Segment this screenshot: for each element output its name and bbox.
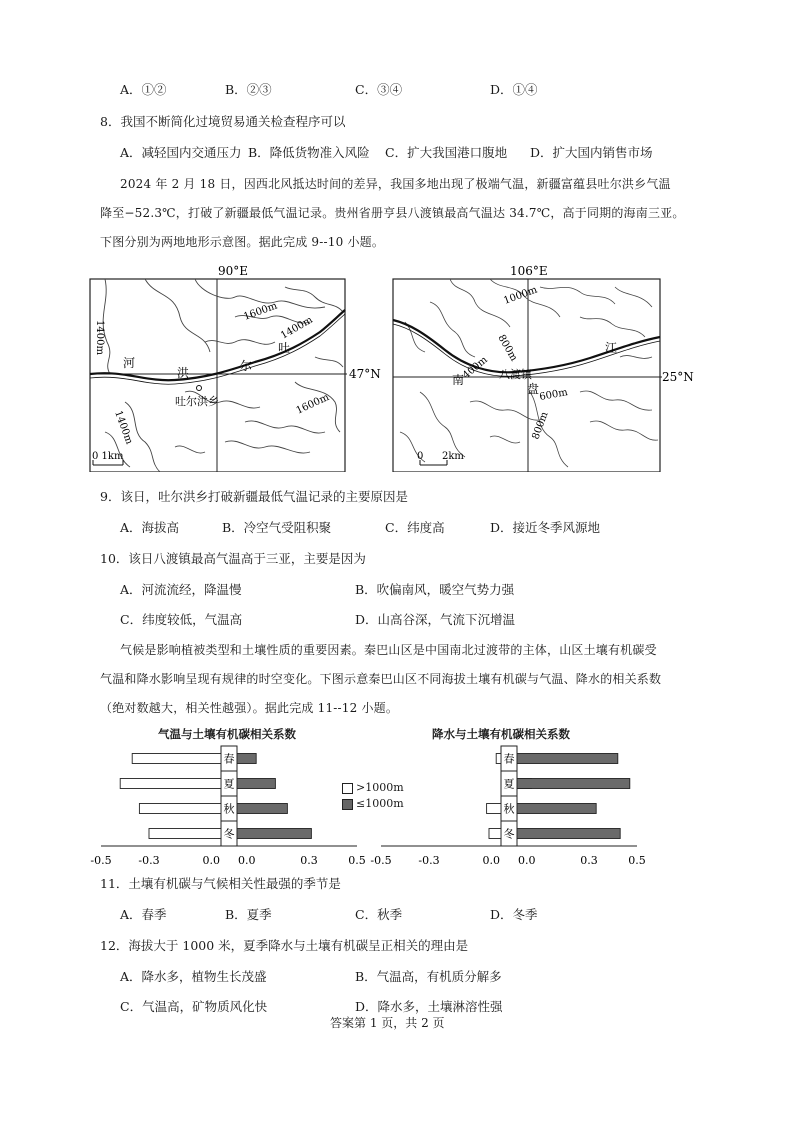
bar-above1000-2 [487,804,501,814]
q9-option-b: B．冷空气受阻积聚 [222,520,332,535]
bar-below1000-3 [517,829,620,839]
tick-label-2: 0.0 [202,854,220,865]
season-label-3: 冬 [223,827,235,841]
q7-option-a: A．①② [120,82,167,97]
bar-above1000-0 [132,754,221,764]
tick-label-1: -0.3 [138,854,160,865]
tick-label-2: 0.0 [482,854,500,865]
q11-option-c: C．秋季 [355,907,403,922]
tick-label-3: 0.0 [518,854,536,865]
legend-hollow-swatch [342,783,353,794]
intro2-line2: 气温和降水影响呈现有规律的时空变化。下图示意秦巴山区不同海拔土壤有机碳与气温、降水的相关系数 [100,672,662,686]
map-left-river-4: 吐 [278,341,291,355]
map-right-contour-3: 400m [460,354,490,382]
tick-label-4: 0.3 [300,854,318,865]
map-left-contour-1: 1400m [94,320,105,355]
map-right-town: 八渡镇 [499,368,532,381]
season-label-0: 春 [503,752,515,766]
tick-label-0: -0.5 [370,854,392,865]
map-left-town-dot [197,386,202,391]
legend-filled-label: ≤1000m [356,797,404,810]
chart-precipitation [365,740,665,865]
bar-above1000-0 [496,754,501,764]
q10-stem: 10．该日八渡镇最高气温高于三亚，主要是因为 [100,551,366,566]
season-label-0: 春 [223,752,235,766]
map-left-contour-4: 1400m [112,409,135,446]
map-right-river-3: 江 [605,341,618,355]
season-label-1: 夏 [503,777,515,791]
chart-temperature [85,740,375,865]
bar-above1000-3 [489,829,501,839]
tick-label-0: -0.5 [90,854,112,865]
map-right-contour-5: 800m [530,410,551,442]
q8-stem: 8．我国不断简化过境贸易通关检查程序可以 [100,114,346,129]
map-left-town: 吐尔洪乡 [175,395,219,408]
map-right-river-2: 盘 [527,382,540,396]
q12-option-d: D．降水多，土壤淋溶性强 [355,999,503,1014]
map-left [85,262,385,472]
map-right-lon: 106°E [510,264,548,278]
q11-stem: 11．土壤有机碳与气候相关性最强的季节是 [100,876,341,891]
q12-option-b: B．气温高，有机质分解多 [355,969,502,984]
bar-below1000-0 [237,754,256,764]
map-left-river-2: 洪 [177,366,190,380]
tick-label-3: 0.0 [238,854,256,865]
intro1-line3: 下图分别为两地地形示意图。据此完成 9--10 小题。 [100,235,385,249]
q12-option-a: A．降水多，植物生长茂盛 [120,969,267,984]
intro2-line3: （绝对数越大，相关性越强）。据此完成 11--12 小题。 [100,701,399,715]
q7-option-c: C．③④ [355,82,403,97]
map-right-lat: 25°N [662,370,694,384]
legend-filled-swatch [342,799,353,810]
q10-option-c: C．纬度较低，气温高 [120,612,243,627]
bar-above1000-3 [149,829,221,839]
map-right-contour-2: 800m [495,333,520,364]
map-left-lon: 90°E [218,264,249,278]
season-label-2: 秋 [223,802,235,816]
q8-option-b: B．降低货物准入风险 [248,145,370,160]
intro1-line2: 降至−52.3℃，打破了新疆最低气温记录。贵州省册亨县八渡镇最高气温达 34.7℃，高于同期的海南三亚。 [100,206,685,220]
map-left-river-1: 河 [123,356,136,370]
q7-option-d: D．①④ [490,82,538,97]
q12-option-c: C．气温高，矿物质风化快 [120,999,268,1014]
bar-above1000-1 [120,779,221,789]
bar-below1000-2 [517,804,596,814]
legend [342,780,404,812]
q9-option-a: A．海拔高 [120,520,180,535]
season-label-1: 夏 [223,777,235,791]
legend-hollow [342,780,404,796]
map-left-scale: 0 1km [92,451,124,462]
season-label-3: 冬 [503,827,515,841]
q9-stem: 9．该日，吐尔洪乡打破新疆最低气温记录的主要原因是 [100,489,408,504]
map-left-contour-2: 1600m [242,300,279,323]
q7-option-b: B．②③ [225,82,272,97]
q11-option-d: D．冬季 [490,907,538,922]
chart2-title: 降水与土壤有机碳相关系数 [432,727,570,741]
tick-label-4: 0.3 [580,854,598,865]
map-left-contour-5: 1600m [294,391,331,417]
q9-option-c: C．纬度高 [385,520,445,535]
tick-label-5: 0.5 [628,854,646,865]
map-right-scale: 2km [442,451,464,462]
map-right-river-1: 南 [452,373,465,387]
map-right-scale-zero: 0 [417,451,424,462]
bar-below1000-2 [237,804,287,814]
bar-below1000-3 [237,829,311,839]
q8-option-d: D．扩大国内销售市场 [530,145,653,160]
map-left-contour-3: 1400m [279,314,315,342]
q10-option-d: D．山高谷深，气流下沉增温 [355,612,516,627]
q9-option-d: D．接近冬季风源地 [490,520,601,535]
season-label-2: 秋 [503,802,515,816]
map-left-river-3: 尔 [240,359,253,373]
legend-hollow-label: >1000m [356,781,404,794]
q12-stem: 12．海拔大于 1000 米，夏季降水与土壤有机碳呈正相关的理由是 [100,938,469,953]
tick-label-1: -0.3 [418,854,440,865]
q11-option-b: B．夏季 [225,907,272,922]
q8-option-a: A．减轻国内交通压力 [120,145,242,160]
map-right-contour-1: 1000m [502,284,539,307]
map-right [390,262,700,472]
bar-below1000-0 [517,754,618,764]
tick-label-5: 0.5 [348,854,366,865]
q10-option-a: A．河流流经，降温慢 [120,582,242,597]
bar-below1000-1 [237,779,275,789]
map-left-lat: 47°N [349,367,381,381]
map-right-contour-4: 600m [538,387,569,403]
q10-option-b: B．吹偏南风，暖空气势力强 [355,582,515,597]
intro2-line1: 气候是影响植被类型和土壤性质的重要因素。秦巴山区是中国南北过渡带的主体，山区土壤有机碳受 [120,643,657,657]
bar-above1000-2 [139,804,221,814]
chart1-title: 气温与土壤有机碳相关系数 [158,727,296,741]
bar-below1000-1 [517,779,630,789]
intro1-line1: 2024 年 2 月 18 日，因西北风抵达时间的差异，我国多地出现了极端气温，新疆富蕴县吐尔洪乡气温 [120,177,671,191]
q11-option-a: A．春季 [120,907,167,922]
page-footer: 答案第 1 页，共 2 页 [330,1016,445,1030]
legend-filled [342,796,404,812]
q8-option-c: C．扩大我国港口腹地 [385,145,508,160]
